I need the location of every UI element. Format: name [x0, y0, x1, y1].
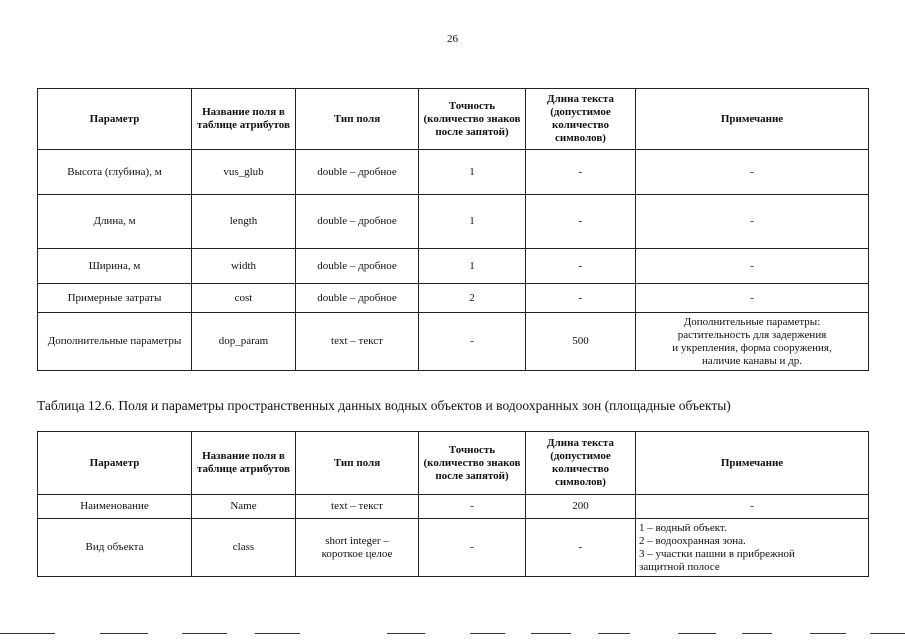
- table-row: [38, 249, 869, 284]
- cell-parameter: Дополнительные параметры: [38, 313, 192, 371]
- table-row: [38, 284, 869, 313]
- cell-parameter: Высота (глубина), м: [38, 150, 192, 195]
- header-parameter: Параметр: [38, 432, 192, 495]
- header-field-name: Название поля в таблице атрибутов: [192, 432, 296, 495]
- cell-note: [636, 519, 869, 577]
- cell-precision: 1: [419, 195, 526, 249]
- cell-note: -: [636, 249, 869, 284]
- note-line: и укрепления, форма сооружения,: [672, 341, 832, 354]
- footer-rule: [387, 633, 425, 634]
- cell-field-name: vus_glub: [192, 150, 296, 195]
- footer-rule: [531, 633, 571, 634]
- footer-rule: [870, 633, 905, 634]
- cell-field-name: cost: [192, 284, 296, 313]
- table-row: [38, 313, 869, 371]
- footer-rule: [678, 633, 716, 634]
- header-text-length: Длина текста (допустимое количество символов): [526, 432, 636, 495]
- table-caption: Таблица 12.6. Поля и параметры пространственных данных водных объектов и водоохранных зон (площадные объекты): [37, 398, 731, 413]
- footer-rule: [182, 633, 227, 634]
- cell-text-length: 200: [526, 495, 636, 519]
- header-field-type: Тип поля: [296, 89, 419, 150]
- cell-precision: -: [419, 313, 526, 371]
- table-row: [38, 495, 869, 519]
- page-number: 26: [447, 33, 458, 45]
- cell-parameter: Примерные затраты: [38, 284, 192, 313]
- type-line: short integer –: [325, 534, 389, 547]
- cell-note: [636, 313, 869, 371]
- cell-field-type: [296, 519, 419, 577]
- cell-note: -: [636, 495, 869, 519]
- header-precision: Точность (количество знаков после запятой): [419, 89, 526, 150]
- table-row: [38, 519, 869, 577]
- cell-note: -: [636, 284, 869, 313]
- footer-rule: [810, 633, 846, 634]
- fields-table-2: [37, 431, 869, 577]
- note-line: 3 – участки пашни в прибрежной: [639, 547, 795, 560]
- cell-field-type: double – дробное: [296, 195, 419, 249]
- cell-field-type: double – дробное: [296, 249, 419, 284]
- cell-precision: 1: [419, 150, 526, 195]
- note-line: 2 – водоохранная зона.: [639, 534, 746, 547]
- cell-text-length: -: [526, 284, 636, 313]
- header-precision: Точность (количество знаков после запятой): [419, 432, 526, 495]
- table-row: [38, 195, 869, 249]
- header-note: Примечание: [636, 89, 869, 150]
- header-field-type: Тип поля: [296, 432, 419, 495]
- footer-rule: [470, 633, 505, 634]
- cell-field-type: text – текст: [296, 495, 419, 519]
- cell-precision: 1: [419, 249, 526, 284]
- cell-parameter: Ширина, м: [38, 249, 192, 284]
- cell-note: -: [636, 195, 869, 249]
- cell-precision: -: [419, 495, 526, 519]
- cell-text-length: -: [526, 150, 636, 195]
- table-row: [38, 150, 869, 195]
- cell-parameter: Длина, м: [38, 195, 192, 249]
- cell-note: -: [636, 150, 869, 195]
- cell-text-length: -: [526, 519, 636, 577]
- table-header-row: [38, 89, 869, 150]
- cell-parameter: Наименование: [38, 495, 192, 519]
- footer-rule: [742, 633, 772, 634]
- table-header-row: [38, 432, 869, 495]
- cell-field-name: Name: [192, 495, 296, 519]
- note-line: защитной полосе: [639, 560, 720, 573]
- cell-field-name: dop_param: [192, 313, 296, 371]
- fields-table-1: [37, 88, 869, 371]
- footer-rule: [255, 633, 300, 634]
- header-note: Примечание: [636, 432, 869, 495]
- cell-field-name: width: [192, 249, 296, 284]
- note-line: 1 – водный объект.: [639, 521, 727, 534]
- type-line: короткое целое: [321, 547, 393, 560]
- cell-field-type: double – дробное: [296, 150, 419, 195]
- cell-text-length: -: [526, 195, 636, 249]
- header-field-name: Название поля в таблице атрибутов: [192, 89, 296, 150]
- cell-field-name: length: [192, 195, 296, 249]
- note-line: Дополнительные параметры:: [683, 315, 821, 328]
- cell-field-name: class: [192, 519, 296, 577]
- cell-precision: 2: [419, 284, 526, 313]
- cell-parameter: Вид объекта: [38, 519, 192, 577]
- note-line: наличие канавы и др.: [702, 354, 802, 367]
- cell-precision: -: [419, 519, 526, 577]
- cell-field-type: double – дробное: [296, 284, 419, 313]
- cell-text-length: 500: [526, 313, 636, 371]
- cell-field-type: text – текст: [296, 313, 419, 371]
- footer-rule: [100, 633, 148, 634]
- footer-rule: [598, 633, 630, 634]
- header-text-length: Длина текста (допустимое количество символов): [526, 89, 636, 150]
- footer-rule: [0, 633, 55, 634]
- header-parameter: Параметр: [38, 89, 192, 150]
- cell-text-length: -: [526, 249, 636, 284]
- note-line: растительность для задержения: [677, 328, 827, 341]
